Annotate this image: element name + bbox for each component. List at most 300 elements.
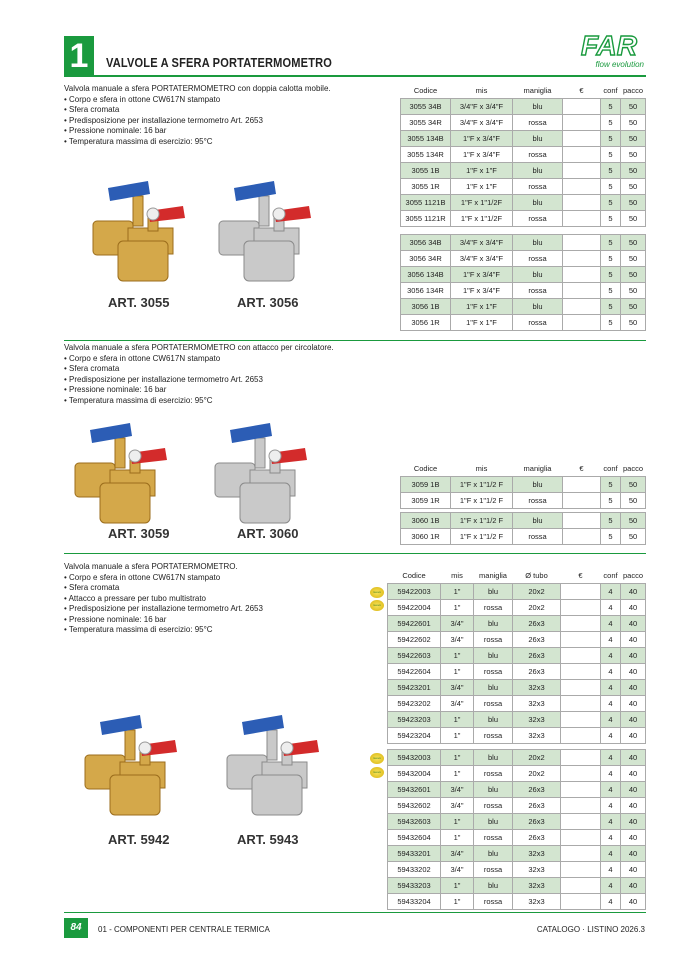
price-cell (563, 298, 601, 314)
table-cell: 40 (621, 781, 646, 797)
logo-text: FAR (581, 30, 637, 61)
table-cell: 4 (601, 727, 621, 743)
table-cell: blu (474, 813, 513, 829)
price-table (400, 84, 646, 331)
table-cell: 5 (601, 512, 621, 528)
price-cell (563, 250, 601, 266)
table-cell: 40 (621, 797, 646, 813)
table-cell: 1"F x 1"1/2F (451, 194, 513, 210)
table-cell: 5 (601, 282, 621, 298)
table-cell: blu (474, 647, 513, 663)
table-cell: rossa (474, 663, 513, 679)
table-row (388, 893, 646, 909)
table-row (401, 476, 646, 492)
table-cell: 3055 1121R (401, 210, 451, 226)
product-image (88, 176, 198, 291)
column-header: maniglia (523, 86, 552, 96)
table-cell: 59433203 (388, 877, 441, 893)
table-cell: 1"F x 3/4"F (451, 146, 513, 162)
table-cell: 50 (621, 98, 646, 114)
table-row (388, 663, 646, 679)
column-header: € (578, 571, 583, 581)
table-cell: 3060 1B (401, 512, 451, 528)
table-cell: 1"F x 1"F (451, 178, 513, 194)
table-cell: 32x3 (513, 727, 561, 743)
table-cell: 59423204 (388, 727, 441, 743)
column-header: pacco (622, 571, 643, 581)
table-cell: 59422601 (388, 615, 441, 631)
feature-item: • Corpo e sfera in ottone CW617N stampato (64, 354, 334, 365)
table-cell: 3056 1B (401, 298, 451, 314)
table-cell: 40 (621, 749, 646, 765)
table-cell: 5 (601, 492, 621, 508)
chapter-number: 1 (64, 36, 94, 76)
table-cell: rossa (513, 146, 563, 162)
column-header: € (579, 464, 584, 474)
table-cell: rossa (513, 178, 563, 194)
table-row (388, 861, 646, 877)
table-cell: 1" (441, 877, 474, 893)
table-cell: 4 (601, 877, 621, 893)
table-cell: 50 (621, 476, 646, 492)
table-cell: 50 (621, 146, 646, 162)
table-cell: 59432003 (388, 749, 441, 765)
table-cell: 20x2 (513, 765, 561, 781)
table-cell: 5 (601, 476, 621, 492)
feature-item: • Pressione nominale: 16 bar (64, 385, 334, 396)
price-cell (563, 528, 601, 544)
section-description (64, 84, 331, 147)
table-cell: 40 (621, 893, 646, 909)
table-cell: blu (474, 583, 513, 599)
table-cell: 4 (601, 711, 621, 727)
table-cell: 3056 34B (401, 234, 451, 250)
table-cell: 59422004 (388, 599, 441, 615)
table-cell: 3055 134B (401, 130, 451, 146)
table-cell: 5 (601, 250, 621, 266)
price-cell (561, 631, 601, 647)
logo-tagline: flow evolution (595, 60, 644, 69)
table-cell: 3/4" (441, 861, 474, 877)
feature-list (64, 354, 334, 407)
table-cell: 3/4"F x 3/4"F (451, 234, 513, 250)
column-header: Codice (402, 571, 426, 581)
feature-item: • Temperatura massima di esercizio: 95°C (64, 396, 334, 407)
product-image (214, 176, 324, 291)
feature-item: • Sfera cromata (64, 364, 334, 375)
table-row (388, 877, 646, 893)
footer-divider (64, 912, 646, 913)
column-header: pacco (622, 464, 643, 474)
table-cell: 3055 134R (401, 146, 451, 162)
table-cell: 40 (621, 765, 646, 781)
table-cell: 4 (601, 647, 621, 663)
table-cell: 4 (601, 845, 621, 861)
table-cell: 40 (621, 583, 646, 599)
column-header: pacco (622, 86, 643, 96)
column-header: Codice (413, 464, 438, 474)
table-cell: 50 (621, 234, 646, 250)
price-cell (563, 210, 601, 226)
price-cell (561, 893, 601, 909)
table-cell: 3/4" (441, 781, 474, 797)
price-cell (561, 765, 601, 781)
column-header: conf (603, 571, 618, 581)
table-row (388, 583, 646, 599)
table-row (388, 615, 646, 631)
table-cell: 1" (441, 727, 474, 743)
table-cell: 50 (621, 210, 646, 226)
table-row (388, 711, 646, 727)
table-cell: 40 (621, 631, 646, 647)
table-cell: 59433201 (388, 845, 441, 861)
table-cell: blu (513, 266, 563, 282)
feature-list (64, 95, 331, 148)
table-row (401, 266, 646, 282)
table-cell: blu (474, 781, 513, 797)
far-logo (574, 32, 644, 74)
feature-item: • Attacco a pressare per tubo multistrato (64, 594, 263, 605)
table-cell: 1" (441, 663, 474, 679)
table-cell: 59422603 (388, 647, 441, 663)
table-cell: 40 (621, 711, 646, 727)
table-cell: 3060 1R (401, 528, 451, 544)
table-cell: 50 (621, 130, 646, 146)
table-cell: 5 (601, 314, 621, 330)
table-cell: 32x3 (513, 877, 561, 893)
price-cell (561, 813, 601, 829)
column-header: maniglia (523, 464, 552, 474)
table-row (401, 162, 646, 178)
table-cell: 59432602 (388, 797, 441, 813)
article-label: ART. 3059 (108, 526, 170, 541)
table-cell: blu (513, 298, 563, 314)
table-cell: 50 (621, 162, 646, 178)
table-cell: 59423202 (388, 695, 441, 711)
table-cell: 59423201 (388, 679, 441, 695)
price-cell (563, 130, 601, 146)
price-cell (561, 615, 601, 631)
table-cell: 3/4" (441, 679, 474, 695)
price-cell (563, 114, 601, 130)
feature-item: • Sfera cromata (64, 583, 263, 594)
table-cell: 4 (601, 893, 621, 909)
table-cell: 4 (601, 765, 621, 781)
table-cell: 59433204 (388, 893, 441, 909)
table-cell: blu (513, 162, 563, 178)
price-cell (561, 695, 601, 711)
table-cell: 40 (621, 695, 646, 711)
table-cell: blu (474, 877, 513, 893)
table-cell: 5 (601, 114, 621, 130)
table-cell: 3056 134R (401, 282, 451, 298)
table-row (388, 727, 646, 743)
table-cell: blu (474, 711, 513, 727)
table-cell: blu (513, 476, 563, 492)
table-cell: 5 (601, 210, 621, 226)
column-header: conf (603, 86, 618, 96)
price-cell (563, 512, 601, 528)
price-cell (561, 727, 601, 743)
table-row (401, 146, 646, 162)
price-cell (563, 266, 601, 282)
product-image (210, 418, 320, 533)
new-badge-icon: nuovo (370, 587, 384, 598)
table-cell: 32x3 (513, 679, 561, 695)
table-cell: 5 (601, 528, 621, 544)
table-cell: 26x3 (513, 829, 561, 845)
table-cell: blu (513, 98, 563, 114)
table-cell: rossa (513, 250, 563, 266)
feature-item: • Predisposizione per installazione termometro Art. 2653 (64, 375, 334, 386)
table-row (388, 599, 646, 615)
table-row (388, 813, 646, 829)
column-header: Codice (413, 86, 438, 96)
intro-text: Valvola manuale a sfera PORTATERMOMETRO. (64, 562, 238, 571)
table-cell: 3055 34B (401, 98, 451, 114)
table-cell: blu (513, 194, 563, 210)
table-cell: 1" (441, 711, 474, 727)
table-cell: rossa (474, 829, 513, 845)
table-cell: 3/4" (441, 631, 474, 647)
table-cell: 5 (601, 178, 621, 194)
table-cell: 3/4"F x 3/4"F (451, 98, 513, 114)
price-cell (561, 679, 601, 695)
table-cell: 26x3 (513, 631, 561, 647)
table-cell: 3059 1R (401, 492, 451, 508)
article-label: ART. 3055 (108, 295, 170, 310)
table-cell: 40 (621, 727, 646, 743)
new-badge-icon: nuovo (370, 767, 384, 778)
table-cell: rossa (513, 210, 563, 226)
table-cell: 4 (601, 829, 621, 845)
table-cell: 50 (621, 194, 646, 210)
table-row (401, 512, 646, 528)
table-cell: 20x2 (513, 749, 561, 765)
table-cell: 50 (621, 178, 646, 194)
table-cell: 32x3 (513, 711, 561, 727)
table-cell: blu (513, 130, 563, 146)
table-cell: 4 (601, 631, 621, 647)
product-image (70, 418, 180, 533)
table-row (401, 194, 646, 210)
table-cell: 4 (601, 583, 621, 599)
table-cell: 1"F x 1"1/2F (451, 210, 513, 226)
table-cell: 1" (441, 749, 474, 765)
price-table (387, 569, 646, 910)
product-image (80, 710, 190, 825)
header-divider (64, 75, 646, 77)
table-cell: 3/4" (441, 615, 474, 631)
table-cell: 3055 1R (401, 178, 451, 194)
price-cell (561, 599, 601, 615)
table-cell: rossa (474, 893, 513, 909)
table-cell: 26x3 (513, 797, 561, 813)
price-cell (563, 476, 601, 492)
table-cell: 3055 1121B (401, 194, 451, 210)
table-cell: 40 (621, 647, 646, 663)
table-cell: 4 (601, 813, 621, 829)
section-description (64, 562, 263, 636)
table-cell: 20x2 (513, 583, 561, 599)
price-table (400, 462, 646, 545)
intro-text: Valvola manuale a sfera PORTATERMOMETRO con attacco per circolatore. (64, 343, 334, 352)
feature-item: • Temperatura massima di esercizio: 95°C (64, 137, 331, 148)
table-cell: 5 (601, 146, 621, 162)
table-row (388, 781, 646, 797)
price-cell (561, 877, 601, 893)
table-row (388, 797, 646, 813)
table-cell: 50 (621, 114, 646, 130)
table-row (401, 250, 646, 266)
table-cell: 1" (441, 765, 474, 781)
new-badge-icon: nuovo (370, 753, 384, 764)
price-cell (563, 146, 601, 162)
table-row (388, 749, 646, 765)
price-cell (561, 583, 601, 599)
table-cell: 1" (441, 829, 474, 845)
section-description (64, 343, 334, 406)
price-cell (563, 234, 601, 250)
article-label: ART. 3056 (237, 295, 299, 310)
column-header: maniglia (479, 571, 507, 581)
feature-item: • Pressione nominale: 16 bar (64, 126, 331, 137)
table-row (401, 298, 646, 314)
table-cell: 4 (601, 615, 621, 631)
table-cell: 40 (621, 845, 646, 861)
feature-item: • Sfera cromata (64, 105, 331, 116)
table-cell: 3056 134B (401, 266, 451, 282)
table-row (388, 695, 646, 711)
table-cell: blu (513, 512, 563, 528)
column-header: mis (475, 86, 488, 96)
price-cell (563, 98, 601, 114)
table-row (401, 130, 646, 146)
article-label: ART. 5943 (237, 832, 299, 847)
price-cell (563, 162, 601, 178)
price-cell (563, 178, 601, 194)
table-cell: 3059 1B (401, 476, 451, 492)
table-cell: 5 (601, 98, 621, 114)
table-row (388, 829, 646, 845)
table-cell: 3/4"F x 3/4"F (451, 114, 513, 130)
price-cell (561, 829, 601, 845)
feature-item: • Predisposizione per installazione termometro Art. 2653 (64, 116, 331, 127)
table-cell: 59432604 (388, 829, 441, 845)
price-cell (561, 861, 601, 877)
table-cell: rossa (474, 695, 513, 711)
table-cell: 4 (601, 797, 621, 813)
table-cell: 40 (621, 861, 646, 877)
page-title: VALVOLE A SFERA PORTATERMOMETRO (106, 55, 333, 70)
table-cell: 50 (621, 512, 646, 528)
table-cell: 59432004 (388, 765, 441, 781)
section-divider (64, 340, 646, 341)
table-cell: 40 (621, 829, 646, 845)
table-cell: rossa (474, 861, 513, 877)
table-row (401, 314, 646, 330)
price-cell (561, 663, 601, 679)
table-row (388, 765, 646, 781)
table-cell: 40 (621, 877, 646, 893)
feature-item: • Pressione nominale: 16 bar (64, 615, 263, 626)
table-cell: blu (474, 679, 513, 695)
table-cell: 40 (621, 615, 646, 631)
price-cell (561, 749, 601, 765)
table-cell: rossa (513, 282, 563, 298)
table-row (401, 98, 646, 114)
table-cell: 1" (441, 893, 474, 909)
table-row (401, 492, 646, 508)
table-cell: 59433202 (388, 861, 441, 877)
table-cell: 4 (601, 663, 621, 679)
table-cell: 40 (621, 679, 646, 695)
article-label: ART. 5942 (108, 832, 170, 847)
table-cell: rossa (474, 599, 513, 615)
table-cell: 32x3 (513, 861, 561, 877)
page-number: 84 (64, 918, 88, 938)
column-header: conf (603, 464, 618, 474)
column-header: Ø tubo (525, 571, 548, 581)
feature-item: • Corpo e sfera in ottone CW617N stampato (64, 95, 331, 106)
price-cell (563, 314, 601, 330)
column-header: € (579, 86, 584, 96)
table-cell: 32x3 (513, 893, 561, 909)
table-cell: 50 (621, 282, 646, 298)
table-cell: 4 (601, 695, 621, 711)
table-cell: 4 (601, 749, 621, 765)
product-image (222, 710, 332, 825)
table-cell: 26x3 (513, 781, 561, 797)
table-cell: 1" (441, 813, 474, 829)
table-cell: 26x3 (513, 813, 561, 829)
table-cell: 32x3 (513, 695, 561, 711)
table-cell: 1"F x 1"1/2 F (451, 512, 513, 528)
table-cell: 5 (601, 298, 621, 314)
column-header: mis (475, 464, 488, 474)
table-row (388, 631, 646, 647)
table-cell: 50 (621, 528, 646, 544)
table-cell: rossa (513, 528, 563, 544)
table-cell: 20x2 (513, 599, 561, 615)
table-cell: 40 (621, 813, 646, 829)
footer-section: 01 - COMPONENTI PER CENTRALE TERMICA (98, 925, 270, 934)
table-row (401, 210, 646, 226)
price-cell (563, 194, 601, 210)
footer-catalog: CATALOGO · LISTINO 2026.3 (536, 925, 645, 934)
column-header: mis (451, 571, 463, 581)
table-cell: 3056 34R (401, 250, 451, 266)
table-cell: 50 (621, 250, 646, 266)
table-cell: 4 (601, 599, 621, 615)
feature-item: • Corpo e sfera in ottone CW617N stampato (64, 573, 263, 584)
table-cell: rossa (513, 314, 563, 330)
table-cell: 1"F x 1"1/2 F (451, 528, 513, 544)
intro-text: Valvola manuale a sfera PORTATERMOMETRO con doppia calotta mobile. (64, 84, 331, 93)
table-row (401, 282, 646, 298)
price-cell (563, 282, 601, 298)
table-cell: 4 (601, 861, 621, 877)
table-cell: blu (474, 845, 513, 861)
table-cell: blu (513, 234, 563, 250)
table-cell: 4 (601, 781, 621, 797)
section-divider (64, 553, 646, 554)
table-cell: 1"F x 3/4"F (451, 266, 513, 282)
table-cell: rossa (513, 114, 563, 130)
table-cell: 3055 34R (401, 114, 451, 130)
table-cell: 26x3 (513, 647, 561, 663)
table-cell: 1"F x 1"F (451, 298, 513, 314)
